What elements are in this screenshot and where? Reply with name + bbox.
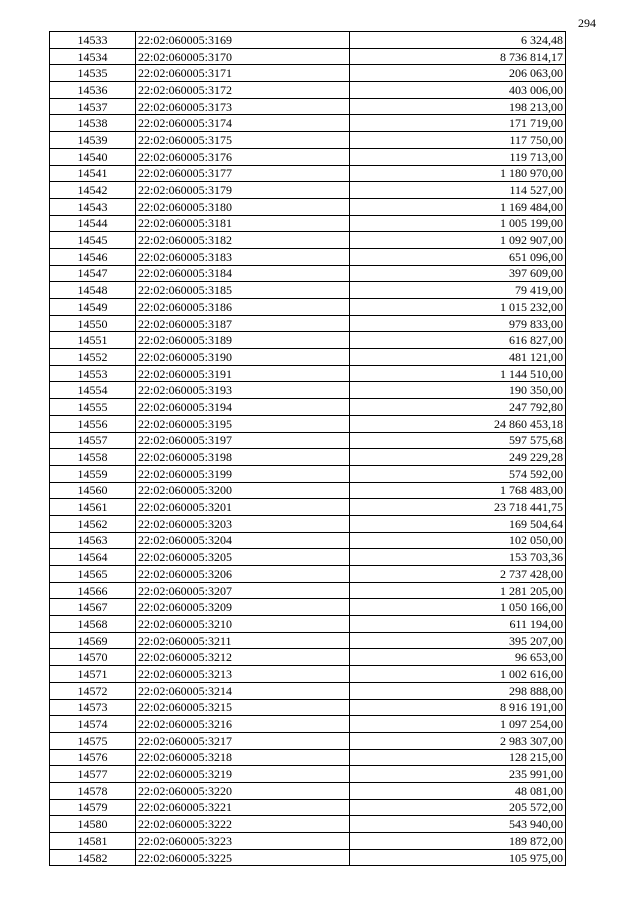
table-row — [50, 499, 566, 516]
value-cell: 206 063,00 — [350, 65, 566, 82]
table-row — [50, 82, 566, 99]
table-row — [50, 48, 566, 65]
cadastral-number-cell: 22:02:060005:3185 — [136, 282, 350, 299]
value-cell: 24 860 453,18 — [350, 415, 566, 432]
row-number-cell: 14579 — [50, 799, 136, 816]
row-number-cell: 14574 — [50, 716, 136, 733]
row-number-cell: 14545 — [50, 232, 136, 249]
row-number-cell: 14566 — [50, 582, 136, 599]
table-row — [50, 482, 566, 499]
cadastral-number-cell: 22:02:060005:3209 — [136, 599, 350, 616]
row-number-cell: 14571 — [50, 666, 136, 683]
cadastral-number-cell: 22:02:060005:3190 — [136, 349, 350, 366]
cadastral-number-cell: 22:02:060005:3177 — [136, 165, 350, 182]
value-cell: 543 940,00 — [350, 816, 566, 833]
row-number-cell: 14578 — [50, 782, 136, 799]
row-number-cell: 14539 — [50, 132, 136, 149]
cadastral-number-cell: 22:02:060005:3199 — [136, 465, 350, 482]
row-number-cell: 14562 — [50, 515, 136, 532]
table-row — [50, 515, 566, 532]
value-cell: 1 092 907,00 — [350, 232, 566, 249]
row-number-cell: 14561 — [50, 499, 136, 516]
value-cell: 23 718 441,75 — [350, 499, 566, 516]
table-row — [50, 716, 566, 733]
cadastral-number-cell: 22:02:060005:3212 — [136, 649, 350, 666]
table-row — [50, 182, 566, 199]
value-cell: 117 750,00 — [350, 132, 566, 149]
row-number-cell: 14540 — [50, 148, 136, 165]
row-number-cell: 14582 — [50, 849, 136, 866]
cadastral-number-cell: 22:02:060005:3203 — [136, 515, 350, 532]
row-number-cell: 14581 — [50, 833, 136, 850]
cadastral-number-cell: 22:02:060005:3207 — [136, 582, 350, 599]
table-row — [50, 365, 566, 382]
table-row — [50, 299, 566, 316]
cadastral-number-cell: 22:02:060005:3174 — [136, 115, 350, 132]
row-number-cell: 14555 — [50, 399, 136, 416]
row-number-cell: 14533 — [50, 32, 136, 49]
table-row — [50, 382, 566, 399]
row-number-cell: 14557 — [50, 432, 136, 449]
cadastral-number-cell: 22:02:060005:3218 — [136, 749, 350, 766]
value-cell: 8 736 814,17 — [350, 48, 566, 65]
row-number-cell: 14577 — [50, 766, 136, 783]
row-number-cell: 14535 — [50, 65, 136, 82]
cadastral-number-cell: 22:02:060005:3171 — [136, 65, 350, 82]
table-row — [50, 332, 566, 349]
cadastral-number-cell: 22:02:060005:3201 — [136, 499, 350, 516]
cadastral-number-cell: 22:02:060005:3198 — [136, 449, 350, 466]
value-cell: 1 050 166,00 — [350, 599, 566, 616]
row-number-cell: 14570 — [50, 649, 136, 666]
row-number-cell: 14558 — [50, 449, 136, 466]
cadastral-number-cell: 22:02:060005:3176 — [136, 148, 350, 165]
value-cell: 169 504,64 — [350, 515, 566, 532]
table-row — [50, 799, 566, 816]
row-number-cell: 14543 — [50, 198, 136, 215]
cadastral-number-cell: 22:02:060005:3179 — [136, 182, 350, 199]
cadastral-number-cell: 22:02:060005:3184 — [136, 265, 350, 282]
table-row — [50, 816, 566, 833]
cadastral-number-cell: 22:02:060005:3173 — [136, 98, 350, 115]
row-number-cell: 14552 — [50, 349, 136, 366]
value-cell: 611 194,00 — [350, 616, 566, 633]
value-cell: 198 213,00 — [350, 98, 566, 115]
value-cell: 298 888,00 — [350, 682, 566, 699]
cadastral-number-cell: 22:02:060005:3193 — [136, 382, 350, 399]
value-cell: 247 792,80 — [350, 399, 566, 416]
row-number-cell: 14580 — [50, 816, 136, 833]
cadastral-number-cell: 22:02:060005:3189 — [136, 332, 350, 349]
value-cell: 105 975,00 — [350, 849, 566, 866]
value-cell: 1 005 199,00 — [350, 215, 566, 232]
cadastral-number-cell: 22:02:060005:3221 — [136, 799, 350, 816]
row-number-cell: 14546 — [50, 248, 136, 265]
row-number-cell: 14560 — [50, 482, 136, 499]
value-cell: 1 169 484,00 — [350, 198, 566, 215]
row-number-cell: 14541 — [50, 165, 136, 182]
value-cell: 249 229,28 — [350, 449, 566, 466]
table-row — [50, 315, 566, 332]
cadastral-number-cell: 22:02:060005:3206 — [136, 566, 350, 583]
row-number-cell: 14567 — [50, 599, 136, 616]
table-row — [50, 349, 566, 366]
cadastral-number-cell: 22:02:060005:3195 — [136, 415, 350, 432]
cadastral-number-cell: 22:02:060005:3181 — [136, 215, 350, 232]
value-cell: 119 713,00 — [350, 148, 566, 165]
table-row — [50, 232, 566, 249]
cadastral-number-cell: 22:02:060005:3215 — [136, 699, 350, 716]
cadastral-number-cell: 22:02:060005:3211 — [136, 632, 350, 649]
row-number-cell: 14534 — [50, 48, 136, 65]
table-row — [50, 432, 566, 449]
table-row — [50, 415, 566, 432]
table-row — [50, 833, 566, 850]
cadastral-number-cell: 22:02:060005:3223 — [136, 833, 350, 850]
value-cell: 102 050,00 — [350, 532, 566, 549]
value-cell: 616 827,00 — [350, 332, 566, 349]
table-row — [50, 98, 566, 115]
registry-table — [49, 31, 566, 866]
value-cell: 1 097 254,00 — [350, 716, 566, 733]
value-cell: 2 983 307,00 — [350, 732, 566, 749]
table-row — [50, 215, 566, 232]
value-cell: 574 592,00 — [350, 465, 566, 482]
table-row — [50, 666, 566, 683]
value-cell: 1 002 616,00 — [350, 666, 566, 683]
row-number-cell: 14551 — [50, 332, 136, 349]
cadastral-number-cell: 22:02:060005:3214 — [136, 682, 350, 699]
table-row — [50, 198, 566, 215]
table-row — [50, 599, 566, 616]
row-number-cell: 14569 — [50, 632, 136, 649]
row-number-cell: 14549 — [50, 299, 136, 316]
table-body — [50, 32, 566, 866]
value-cell: 171 719,00 — [350, 115, 566, 132]
value-cell: 190 350,00 — [350, 382, 566, 399]
table-row — [50, 632, 566, 649]
cadastral-number-cell: 22:02:060005:3186 — [136, 299, 350, 316]
cadastral-number-cell: 22:02:060005:3170 — [136, 48, 350, 65]
value-cell: 395 207,00 — [350, 632, 566, 649]
value-cell: 153 703,36 — [350, 549, 566, 566]
row-number-cell: 14559 — [50, 465, 136, 482]
table-row — [50, 682, 566, 699]
table-row — [50, 549, 566, 566]
table-row — [50, 148, 566, 165]
row-number-cell: 14564 — [50, 549, 136, 566]
row-number-cell: 14565 — [50, 566, 136, 583]
cadastral-number-cell: 22:02:060005:3175 — [136, 132, 350, 149]
row-number-cell: 14544 — [50, 215, 136, 232]
row-number-cell: 14568 — [50, 616, 136, 633]
value-cell: 1 180 970,00 — [350, 165, 566, 182]
cadastral-number-cell: 22:02:060005:3172 — [136, 82, 350, 99]
table-row — [50, 616, 566, 633]
value-cell: 1 281 205,00 — [350, 582, 566, 599]
cadastral-number-cell: 22:02:060005:3216 — [136, 716, 350, 733]
value-cell: 128 215,00 — [350, 749, 566, 766]
table-row — [50, 749, 566, 766]
value-cell: 651 096,00 — [350, 248, 566, 265]
row-number-cell: 14576 — [50, 749, 136, 766]
cadastral-number-cell: 22:02:060005:3217 — [136, 732, 350, 749]
table-row — [50, 282, 566, 299]
row-number-cell: 14550 — [50, 315, 136, 332]
cadastral-number-cell: 22:02:060005:3219 — [136, 766, 350, 783]
value-cell: 2 737 428,00 — [350, 566, 566, 583]
cadastral-number-cell: 22:02:060005:3191 — [136, 365, 350, 382]
row-number-cell: 14563 — [50, 532, 136, 549]
cadastral-number-cell: 22:02:060005:3205 — [136, 549, 350, 566]
table-row — [50, 699, 566, 716]
cadastral-number-cell: 22:02:060005:3204 — [136, 532, 350, 549]
value-cell: 397 609,00 — [350, 265, 566, 282]
table-row — [50, 115, 566, 132]
table-row — [50, 582, 566, 599]
table-row — [50, 732, 566, 749]
row-number-cell: 14553 — [50, 365, 136, 382]
row-number-cell: 14575 — [50, 732, 136, 749]
cadastral-number-cell: 22:02:060005:3213 — [136, 666, 350, 683]
table-row — [50, 532, 566, 549]
row-number-cell: 14572 — [50, 682, 136, 699]
value-cell: 48 081,00 — [350, 782, 566, 799]
cadastral-number-cell: 22:02:060005:3225 — [136, 849, 350, 866]
table-row — [50, 849, 566, 866]
cadastral-number-cell: 22:02:060005:3183 — [136, 248, 350, 265]
table-row — [50, 449, 566, 466]
value-cell: 79 419,00 — [350, 282, 566, 299]
table-row — [50, 65, 566, 82]
row-number-cell: 14538 — [50, 115, 136, 132]
value-cell: 481 121,00 — [350, 349, 566, 366]
value-cell: 1 015 232,00 — [350, 299, 566, 316]
value-cell: 403 006,00 — [350, 82, 566, 99]
table-row — [50, 132, 566, 149]
row-number-cell: 14537 — [50, 98, 136, 115]
cadastral-number-cell: 22:02:060005:3182 — [136, 232, 350, 249]
table-row — [50, 465, 566, 482]
value-cell: 6 324,48 — [350, 32, 566, 49]
row-number-cell: 14548 — [50, 282, 136, 299]
table-row — [50, 265, 566, 282]
page-number: 294 — [578, 16, 596, 30]
table-row — [50, 399, 566, 416]
table-row — [50, 32, 566, 49]
table-row — [50, 165, 566, 182]
value-cell: 114 527,00 — [350, 182, 566, 199]
cadastral-number-cell: 22:02:060005:3222 — [136, 816, 350, 833]
value-cell: 8 916 191,00 — [350, 699, 566, 716]
value-cell: 1 144 510,00 — [350, 365, 566, 382]
table-row — [50, 566, 566, 583]
cadastral-number-cell: 22:02:060005:3210 — [136, 616, 350, 633]
table-row — [50, 649, 566, 666]
row-number-cell: 14542 — [50, 182, 136, 199]
table-row — [50, 766, 566, 783]
row-number-cell: 14573 — [50, 699, 136, 716]
cadastral-number-cell: 22:02:060005:3194 — [136, 399, 350, 416]
cadastral-number-cell: 22:02:060005:3180 — [136, 198, 350, 215]
value-cell: 96 653,00 — [350, 649, 566, 666]
value-cell: 979 833,00 — [350, 315, 566, 332]
cadastral-number-cell: 22:02:060005:3187 — [136, 315, 350, 332]
value-cell: 597 575,68 — [350, 432, 566, 449]
cadastral-number-cell: 22:02:060005:3169 — [136, 32, 350, 49]
cadastral-number-cell: 22:02:060005:3200 — [136, 482, 350, 499]
value-cell: 189 872,00 — [350, 833, 566, 850]
row-number-cell: 14536 — [50, 82, 136, 99]
table-row — [50, 248, 566, 265]
cadastral-number-cell: 22:02:060005:3197 — [136, 432, 350, 449]
row-number-cell: 14554 — [50, 382, 136, 399]
row-number-cell: 14547 — [50, 265, 136, 282]
table-row — [50, 782, 566, 799]
row-number-cell: 14556 — [50, 415, 136, 432]
value-cell: 205 572,00 — [350, 799, 566, 816]
value-cell: 235 991,00 — [350, 766, 566, 783]
value-cell: 1 768 483,00 — [350, 482, 566, 499]
cadastral-number-cell: 22:02:060005:3220 — [136, 782, 350, 799]
